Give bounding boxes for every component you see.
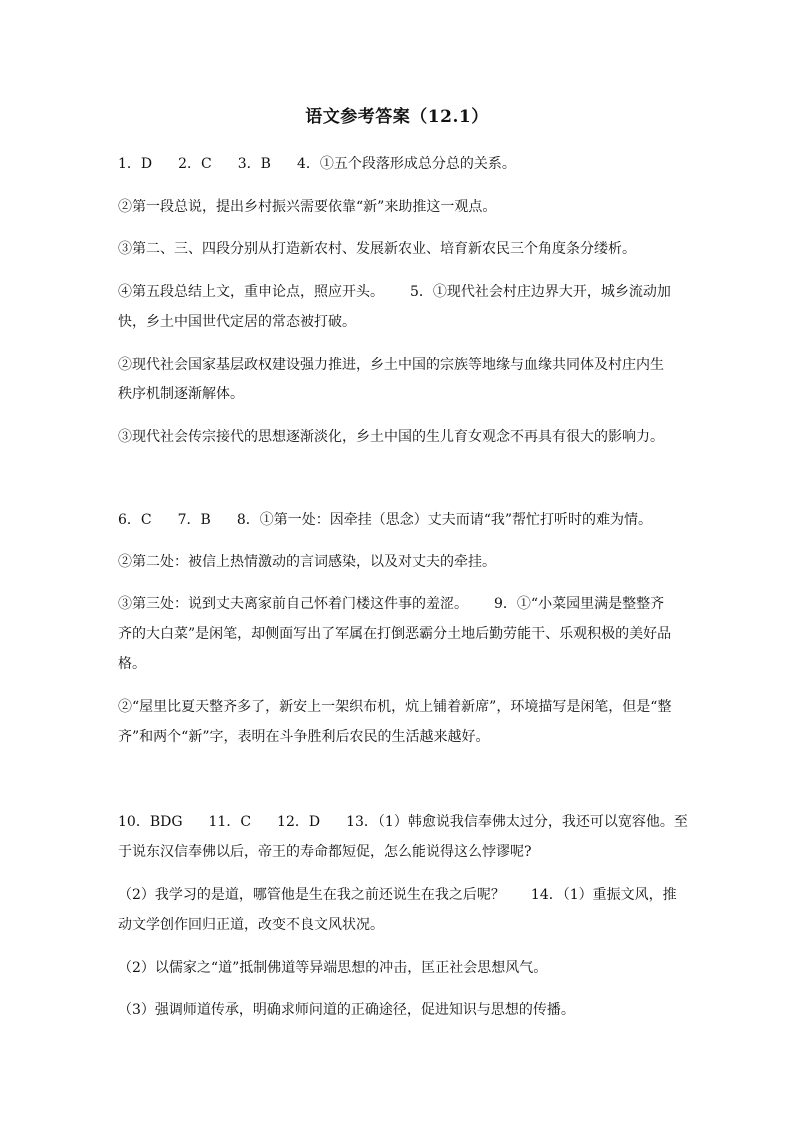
answer-7: 7．B [177,512,211,528]
answer-8-part-1: 8．①第一处：因牵挂（思念）丈夫而请“我”帮忙打听时的难为情。 [236,512,653,528]
answer-14-part-3: （3）强调师道传承，明确求师问道的正确途径，促进知识与思想的传播。 [118,1002,575,1018]
answer-2: 2．C [178,156,212,172]
page-title: 语文参考答案（12.1） [305,107,489,127]
answer-9-part-1: 9．①“小菜园里满是整整齐 [494,596,665,612]
answer-5-part-1: 5．①现代社会村庄边界大开，城乡流动加 [410,284,671,300]
answer-4-part-4: ④第五段总结上文，重申论点，照应开头。 [118,284,384,300]
answer-4-part-1: 4．①五个段落形成总分总的关系。 [296,156,516,172]
answer-line-1 [118,154,688,174]
answer-line-4 [118,282,688,302]
answer-14-part-2: （2）以儒家之“道”抵制佛道等异端思想的冲击，匡正社会思想风气。 [118,960,548,976]
answer-14-part-1-cont: 动文学创作回归正道，改变不良文风状况。 [118,917,384,933]
answer-9-part-1-end: 格。 [118,656,146,672]
answer-5-part-2-cont: 秩序机制逐渐解体。 [118,386,244,402]
answer-4-part-2: ②第一段总说，提出乡村振兴需要依靠“新”来助推这一观点。 [118,199,497,215]
answer-9-part-2-cont: 齐”和两个“新”字，表明在斗争胜利后农民的生活越来越好。 [118,729,490,745]
answer-line-16 [118,812,688,832]
answer-6: 6．C [118,512,152,528]
answer-5-part-1-cont: 快，乡土中国世代定居的常态被打破。 [118,314,356,330]
answer-9-part-2: ②“屋里比夏天整齐多了，新安上一架织布机，炕上铺着新席”，环境描写是闲笔，但是“整 [118,699,672,715]
answer-5-part-3: ③现代社会传宗接代的思想逐渐淡化，乡土中国的生儿育女观念不再具有很大的影响力。 [118,429,664,445]
answer-13-part-1: 13．（1）韩愈说我信奉佛太过分，我还可以宽容他。至 [346,814,688,830]
answer-4-part-3: ③第二、三、四段分别从打造新农村、发展新农业、培育新农民三个角度条分缕析。 [118,241,636,257]
answer-line-11 [118,594,688,614]
answer-line-18 [118,885,688,905]
answer-8-part-2: ②第二处：被信上热情激动的言词感染，以及对丈夫的牵挂。 [118,554,496,570]
answer-10: 10．BDG [118,814,183,830]
answer-11: 11．C [208,814,252,830]
answer-12: 12．D [277,814,321,830]
answer-13-part-1-cont: 于说东汉信奉佛以后，帝王的寿命都短促，怎么能说得这么悖谬呢? [118,844,532,860]
answer-14-part-1: 14．（1）重振文风，推 [530,887,677,903]
answer-1: 1．D [118,156,153,172]
answer-line-9 [118,510,688,530]
answer-9-part-1-cont: 齐的大白菜”是闲笔，却侧面写出了军属在打倒恶霸分土地后勤劳能干、乐观积极的美好品 [118,626,672,642]
answer-3: 3．B [237,156,271,172]
answer-8-part-3: ③第三处：说到丈夫离家前自己怀着门楼这件事的羞涩。 [118,596,468,612]
answer-5-part-2: ②现代社会国家基层政权建设强力推进，乡土中国的宗族等地缘与血缘共同体及村庄内生 [118,357,664,373]
answer-13-part-2: （2）我学习的是道，哪管他是生在我之前还说生在我之后呢？ [118,887,505,903]
